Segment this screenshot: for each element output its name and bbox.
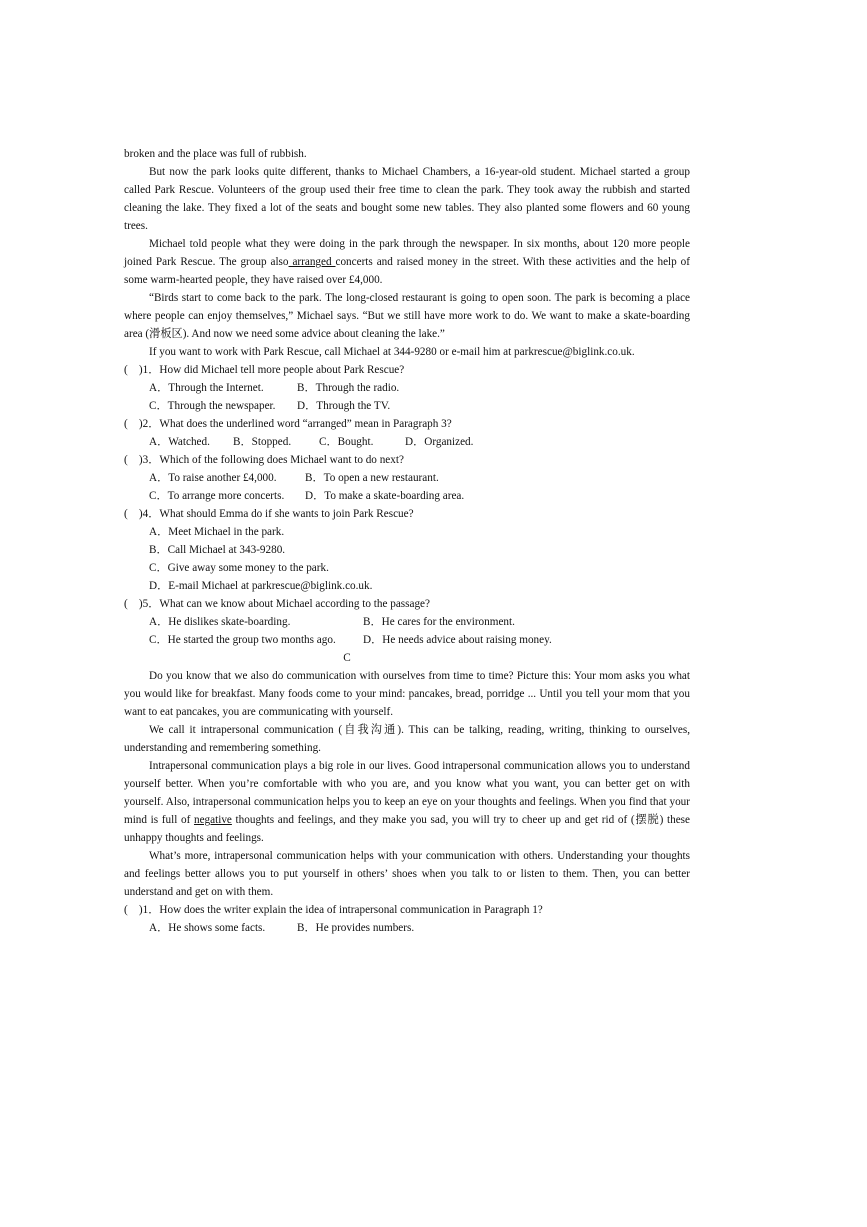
passage-b-paragraph-4: If you want to work with Park Rescue, call Michael at 344-9280 or e-mail him at parkrescue@biglink.co.uk. — [149, 346, 635, 358]
option-a: A．He dislikes skate-boarding. — [149, 616, 291, 628]
question-c-1 — [124, 901, 690, 937]
option-c: C．To arrange more concerts. — [149, 490, 285, 502]
option-d: D．Through the TV. — [297, 400, 391, 412]
passage-c-paragraph-1: Do you know that we also do communication with ourselves from time to time? Picture this: Your mom asks you what you would like for breakfast. Many foods come to your mind: pancakes, bread, porridge ... Until you tell your mom that you want to eat pancakes, you are communicating with yourself. — [124, 670, 690, 718]
option-a: A．To raise another £4,000. — [149, 472, 277, 484]
underlined-word-negative: negative — [193, 814, 232, 826]
passage-b-paragraph-0: broken and the place was full of rubbish. — [124, 148, 307, 160]
option-b: B．Stopped. — [233, 436, 292, 448]
paragraph-text: thoughts and feelings, and they make you sad, you will try to cheer up and get rid of (摆脱) these unhappy thoughts and feelings. — [124, 814, 690, 844]
question-b-1 — [124, 361, 690, 415]
passage-c-heading: C — [343, 652, 351, 664]
option-row — [149, 469, 690, 487]
option-b: B．To open a new restaurant. — [305, 472, 439, 484]
option-c: C．He started the group two months ago. — [149, 634, 336, 646]
document-content — [124, 145, 690, 937]
question-b-4 — [124, 505, 690, 595]
passage-c-paragraph-4: What’s more, intrapersonal communication helps with your communication with others. Understanding your thoughts and feelings better allows you to put yourself in others’ shoes when you talk to or listen to them. Then, you can better understand and get on with them. — [124, 850, 690, 898]
question-stem: ( )5．What can we know about Michael according to the passage? — [124, 598, 430, 610]
passage-c-paragraph-2: We call it intrapersonal communication (自我沟通). This can be talking, reading, writing, thinking to ourselves, understanding and remembering something. — [124, 724, 690, 754]
option-row — [149, 487, 690, 505]
option-row — [149, 613, 690, 631]
option-row — [149, 397, 690, 415]
option-d: D．To make a skate-boarding area. — [305, 490, 465, 502]
option-d: D．E-mail Michael at parkrescue@biglink.co.uk. — [149, 580, 373, 592]
option-d: D．He needs advice about raising money. — [363, 634, 552, 646]
question-b-2 — [124, 415, 690, 451]
paragraph-text: Intrapersonal communication plays a big role in our lives. Good intrapersonal communication allows you to understand yourself better. When you’re comfortable with who you are, and you know what you want, you can better get on with yourself. Also, intrapersonal communication helps you to keep an eye on your thoughts and feelings. When you find that your mind is full of — [124, 760, 690, 826]
underlined-word-arranged: arranged — [288, 256, 336, 268]
option-row — [149, 919, 690, 937]
option-b: B．Call Michael at 343-9280. — [149, 544, 286, 556]
option-a: A．Meet Michael in the park. — [149, 526, 285, 538]
question-stem: ( )1．How did Michael tell more people about Park Rescue? — [124, 364, 405, 376]
passage-b-paragraph-3: “Birds start to come back to the park. The long-closed restaurant is going to open soon. The park is becoming a place where people can enjoy themselves,” Michael says. “But we still have more work to do. We want to make a skate-boarding area (滑板区). And now we need some advice about cleaning the lake.” — [124, 292, 690, 340]
option-b: B．He cares for the environment. — [363, 616, 515, 628]
option-b: B．He provides numbers. — [297, 922, 415, 934]
passage-b-paragraph-1: But now the park looks quite different, thanks to Michael Chambers, a 16-year-old student. Michael started a group called Park Rescue. Volunteers of the group used their free time to clean the park. They took away the rubbish and started cleaning the lake. They fixed a lot of the seats and bought some new tables. They also planted some flowers and 60 young trees. — [124, 166, 690, 232]
option-b: B．Through the radio. — [297, 382, 400, 394]
option-c: C．Bought. — [319, 436, 374, 448]
passage-c-paragraph-3 — [124, 757, 690, 847]
option-c: C．Through the newspaper. — [149, 400, 276, 412]
question-b-5 — [124, 595, 690, 649]
question-b-3 — [124, 451, 690, 505]
option-d: D．Organized. — [405, 436, 474, 448]
question-stem: ( )2．What does the underlined word “arranged” mean in Paragraph 3? — [124, 418, 452, 430]
option-row — [149, 433, 690, 451]
option-a: A．He shows some facts. — [149, 922, 266, 934]
option-a: A．Watched. — [149, 436, 210, 448]
option-row — [149, 379, 690, 397]
option-row — [149, 631, 690, 649]
option-a: A．Through the Internet. — [149, 382, 264, 394]
question-stem: ( )1．How does the writer explain the idea of intrapersonal communication in Paragraph 1? — [124, 904, 543, 916]
paragraph-text: concerts and raised money in the street. With these activities and the help of some warm-hearted people, they have raised over £4,000. — [124, 256, 690, 286]
question-stem: ( )3．Which of the following does Michael want to do next? — [124, 454, 404, 466]
question-stem: ( )4．What should Emma do if she wants to join Park Rescue? — [124, 508, 414, 520]
passage-b-paragraph-2 — [124, 235, 690, 289]
paragraph-text: Michael told people what they were doing in the park through the newspaper. In six months, about 120 more people joined Park Rescue. The group also — [124, 238, 690, 268]
option-c: C．Give away some money to the park. — [149, 562, 329, 574]
